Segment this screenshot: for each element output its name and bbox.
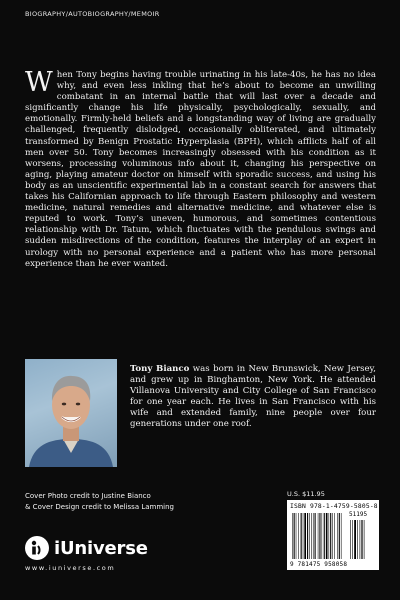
author-bio (130, 364, 376, 431)
isbn-barcode (287, 500, 379, 570)
drop-cap: W (25, 67, 53, 98)
blurb-text: hen Tony begins having trouble urinating in his late-40s, he has no idea why, and even less inkling that he’s about to become an unwilling combatant in an internal battle that will last over a decade and significantly change his life physically, psychologically, sexually, and emotionally. Firmly-held beliefs and a longstanding way of living are gradually challenged, frequently dislodged, occasionally obliterated, and ultimately transformed by Benign Prostatic Hyperplasia (BPH), which afflicts half of all men over 50. Tony becomes increasingly obsessed with his condition as it worsens, processing voluminous info about it, changing his perspective on aging, playing amateur doctor on himself with sporadic success, and using his body as an unscientific experimental lab in a constant search for answers that takes his Californian approach to life through Eastern philosophy and western medicine, natural remedies and alternative medicine, and whatever else is reputed to work. Tony’s uneven, humorous, and sometimes contentious relationship with Dr. Tatum, which fluctuates with the pendulous swings and sudden misdirections of the condition, features the interplay of an expert in urology with no personal experience and a patient who has more personal experience than he ever wanted. (25, 70, 376, 269)
barcode-icon (291, 513, 377, 560)
genre-label: BIOGRAPHY/AUTOBIOGRAPHY/MEMOIR (25, 10, 160, 18)
publisher-name: iUniverse (54, 537, 148, 559)
author-photo (25, 359, 117, 467)
author-name: Tony Bianco (130, 364, 190, 374)
iuniverse-logo-icon (25, 536, 49, 560)
photo-credit: Cover Photo credit to Justine Bianco (25, 492, 151, 500)
cover-credits (25, 491, 174, 513)
publisher-url: www.iuniverse.com (25, 564, 116, 572)
publisher-logo (25, 536, 148, 560)
isbn-label: ISBN 978-1-4759-5805-8 (290, 503, 378, 510)
barcode-digits: 9 781475 958058 (290, 561, 348, 568)
back-cover-blurb (25, 67, 376, 270)
price-label: U.S. $11.95 (287, 490, 325, 498)
price-code: 51195 (349, 511, 368, 518)
author-bio-text: was born in New Brunswick, New Jersey, and grew up in Binghamton, New York. He attended Villanova University and City College of San Francisco for one year each. He lives in San Francisco with his wife and extended family, nine people over four generations under one roof. (130, 364, 377, 430)
design-credit: & Cover Design credit to Melissa Lamming (25, 503, 174, 511)
